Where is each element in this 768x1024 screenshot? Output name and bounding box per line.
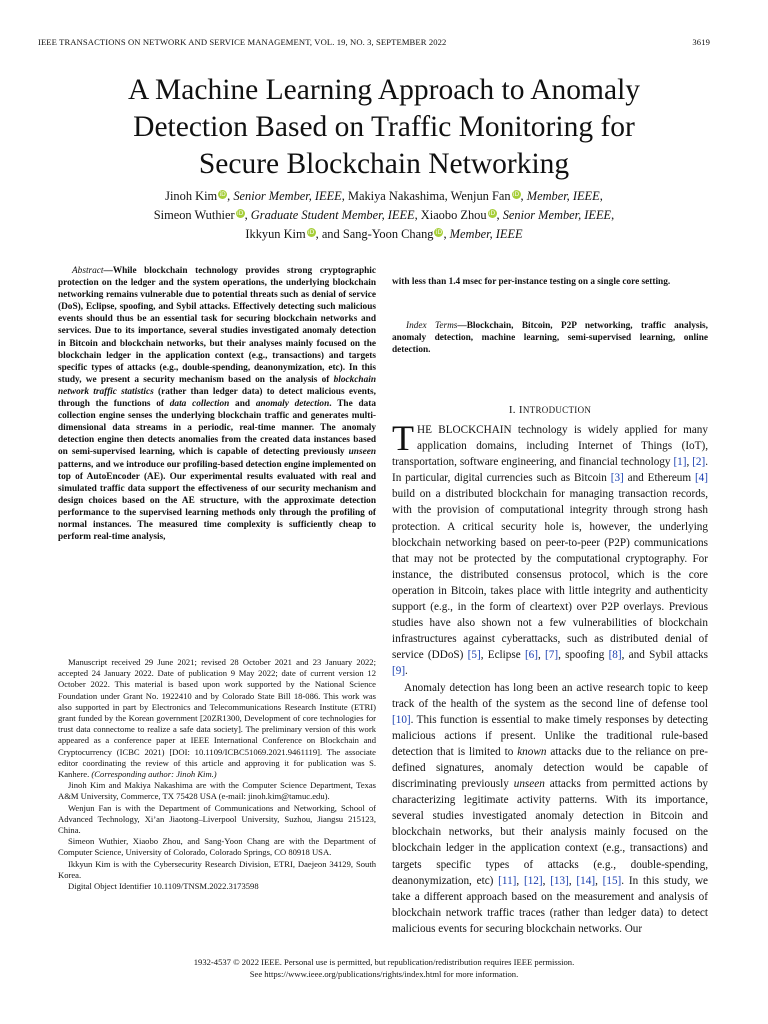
title-line-1: A Machine Learning Approach to Anomaly	[127, 74, 641, 106]
footnote-affiliation: Jinoh Kim and Makiya Nakashima are with the Computer Science Department, Texas A&M University, Commerce, TX 75428 USA (e-mail: jinoh.kim@tamuc.edu).	[58, 780, 376, 802]
section-title-cap: I	[518, 404, 523, 416]
author-name: Wenjun Fan	[450, 189, 511, 203]
index-terms-dash: —	[457, 321, 467, 331]
footnote-affiliation: Simeon Wuthier, Xiaobo Zhou, and Sang-Yoon Chang are with the Department of Computer Science, University of Colorado, Colorado Springs, CO 80918 USA.	[58, 836, 376, 858]
abstract-text: While blockchain technology provides strong cryptographic protection on the ledger and the system operations, the underlying blockchain networking remains vulnerable due to potential threats such as denial of service (DoS), Eclipse, spoofing, and Sybil attacks. Effectively detecting such malicious events should thus be an essential task for securing blockchain networks and services. Due to its importance, several studies investigated anomaly detection in Bitcoin and blockchain networks, but their analyses mainly focused on the blockchain ledger in the application context (e.g., transactions) and targets specific types of attacks (e.g., double-spending, deanonymization, etc). In this study, we present a security mechanism based on the analysis of	[58, 266, 376, 385]
paragraph: THE BLOCKCHAIN technology is widely applied for many application domains, including Internet of Things (IoT), transportation, software engineering, and financial technology [1], [2]. In particular, digital currencies such as Bitcoin [3] and Ethereum [4] build on a distributed blockchain for managing transaction records, with the provision of computational integrity through strong hash protection. A critical security hole is, however, the underlying blockchain networking based on peer-to-peer (P2P) communications that may not be protected by the computational cryptography. For instance, the distributed consensus protocol, which is the core operation in Bitcoin, takes place with little integrity and authenticity support (e.g., in the form of cleartext) over P2P overlays. Previous studies have also shown not a few vulnerabilities of blockchain infrastructures against cyberattacks, such as distributed denial of service (DDoS) [5], Eclipse [6], [7], spoofing [8], and Sybil attacks [9].	[392, 418, 709, 678]
drop-cap: T	[392, 418, 414, 458]
abstract-text: patterns, and we introduce our profiling-based detection engine implemented on top of AutoEncoder (AE). Our experimental results evaluated with real and simulated traffic data support the effectiveness of our security mechanism and design choices based on the AE structure, with the approximate detection performance to the supervised learning methods only through the profiling of normal instances. The measured time complexity is sufficiently cheap to perform real-time analysis,	[58, 459, 376, 543]
author-role: Member, IEEE	[449, 227, 523, 241]
author-name: Simeon Wuthier	[153, 208, 235, 222]
citation-link[interactable]: [3]	[610, 472, 624, 485]
footnote-affiliation: Wenjun Fan is with the Department of Communications and Networking, School of Advanced Technology, Xi’an Jiaotong–Liverpool University, Suzhou, Jiangsu 215123, China.	[58, 802, 376, 836]
copyright-line: 1932-4537 © 2022 IEEE. Personal use is permitted, but republication/redistribution requires IEEE permission.	[193, 957, 575, 967]
author-list: Jinoh Kim iD, Senior Member, IEEE, Makiya Nakashima, Wenjun Fan iD, Member, IEEE, Simeon Wuthier iD, Graduate Student Member, IEEE, Xiaobo Zhou iD, Senior Member, IEEE, Ikkyun Kim iD, and Sang-Yoon Chang iD, Member, IEEE	[153, 189, 615, 241]
citation-link[interactable]: [15]	[602, 874, 622, 887]
text-run: , Eclipse	[480, 649, 521, 662]
orcid-icon[interactable]: iD	[488, 210, 496, 217]
orcid-icon[interactable]: iD	[219, 191, 226, 198]
author-name: Sang-Yoon Chang	[342, 227, 434, 241]
index-terms	[392, 320, 708, 356]
footnote-text: Manuscript received 29 June 2021; revised 28 October 2021 and 23 January 2022; accepted 24 January 2022. Date of publication 9 May 2022; date of current version 12 October 2022. This material is based upon work supported by the National Science Foundation under Grant No. 1922410 and by Colorado State Bill 18-086. This work was also supported in part by Electronics and Telecommunications Research Institute (ETRI) grant funded by the Korean government [20ZR1300, Development of core technologies for trust data connectome to realize a safe data society]. The preliminary version of this work appeared as a conference paper at IEEE International Conference on Blockchain and Cryptocurrency (ICBC 2021) [DOI: 10.1109/ICBC51069.2021.9461119]. The associate editor coordinating the review of this article and approving it for publication was S. Kanhere.	[58, 657, 376, 780]
text-run: . In particular, digital currencies such as Bitcoin	[392, 456, 709, 485]
title-line-3: Secure Blockchain Networking	[198, 148, 570, 180]
orcid-icon[interactable]: iD	[307, 229, 315, 236]
citation-link[interactable]: [11]	[498, 874, 517, 887]
text-run: , spoofing	[558, 649, 605, 662]
abstract-text: . The data collection engine senses the underlying blockchain traffic and generates multi-dimensional data streams in a periodic, real-time manner. The anomaly detection engine then detects anomalies from the created data instances based on semi-supervised learning, which is capable of detecting previously	[58, 399, 377, 458]
abstract-emphasis: anomaly detection	[255, 399, 330, 410]
text-run: HE BLOCKCHAIN technology is widely applied for many application domains, including Internet of Things (IoT), transportation, software engineering, and financial technology	[392, 424, 708, 469]
corresponding-author: (Corresponding author: Jinoh Kim.)	[91, 769, 217, 780]
abstract-emphasis: data collection	[169, 399, 230, 410]
orcid-icon[interactable]: iD	[236, 210, 244, 217]
section-title-rest: NTRODUCTION	[522, 405, 592, 415]
paper-title	[38, 72, 730, 183]
abstract-dash: —	[103, 266, 113, 276]
citation-link[interactable]: [10]	[392, 713, 411, 726]
citation-link[interactable]: [8]	[608, 649, 622, 662]
citation-link[interactable]: [9]	[392, 665, 406, 678]
index-terms-label: Index Terms	[406, 321, 458, 331]
citation-link[interactable]: [1]	[673, 456, 687, 469]
citation-link[interactable]: [13]	[550, 874, 569, 887]
paragraph: Anomaly detection has long been an active research topic to keep track of the health of the system as the second line of defense tool [10]. This function is essential to make timely responses by detecting malicious actions if present. Unlike the traditional rule-based detection that is limited to known attacks due to the reliance on pre-defined signatures, anomaly detection would be capable of discriminating previously unseen attacks from permitted actions by characterizing legitimate activity patterns. With its importance, several studies investigated anomaly detection in Bitcoin and blockchain networks, but their analysis mainly focused on the blockchain ledger in the application context (e.g., transactions) and targets specific types of attacks (e.g., double-spending, deanonymization, etc) [11], [12], [13], [14], [15]. In this study, we take a different approach based on the measurement and analysis of blockchain network traffic traces (rather than ledger data) to detect malicious events for securing blockchain networks. Our	[392, 681, 709, 935]
author-conjunction: and	[321, 227, 340, 241]
running-head	[38, 37, 710, 49]
text-run: attacks from permitted actions by characterizing legitimate activity patterns. With its importance, several studies investigated anomaly detection in Bitcoin and blockchain networks, but their analysis mainly focused on the blockchain ledger in the application context (e.g., transactions) and targets specific types of attacks (e.g., double-spending, deanonymization, etc)	[392, 778, 709, 887]
author-name: Xiaobo Zhou	[420, 208, 487, 222]
doi: Digital Object Identifier 10.1109/TNSM.2022.3173598	[68, 881, 259, 892]
citation-link[interactable]: [6]	[524, 649, 538, 662]
author-name: Makiya Nakashima	[347, 189, 445, 203]
author-role: Member, IEEE	[526, 189, 600, 203]
citation-link[interactable]: [7]	[545, 649, 559, 662]
copyright-notice	[38, 957, 730, 980]
abstract-label: Abstract	[72, 266, 104, 276]
author-name: Ikkyun Kim	[245, 227, 306, 241]
author-name: Jinoh Kim	[165, 189, 218, 203]
citation-link[interactable]: [12]	[523, 874, 543, 887]
citation-link[interactable]: [2]	[692, 456, 706, 469]
author-role: Graduate Student Member, IEEE	[250, 208, 415, 222]
section-number: I.	[508, 404, 516, 416]
author-role: Senior Member, IEEE	[233, 189, 342, 203]
section-heading	[392, 404, 708, 416]
citation-link[interactable]: [5]	[467, 649, 481, 662]
abstract	[58, 265, 376, 543]
abstract-continuation: with less than 1.4 msec for per-instance testing on a single core setting.	[392, 277, 671, 287]
journal-header: IEEE TRANSACTIONS ON NETWORK AND SERVICE MANAGEMENT, VOL. 19, NO. 3, SEPTEMBER 2022	[38, 37, 447, 47]
title-line-2: Detection Based on Traffic Monitoring for	[133, 111, 635, 143]
rights-link[interactable]: See https://www.ieee.org/publications/rights/index.html for more information.	[249, 968, 519, 979]
orcid-icon[interactable]: iD	[435, 229, 443, 236]
abstract-emphasis: blockchain network traffic statistics	[58, 374, 376, 397]
index-terms-text: Blockchain, Bitcoin, P2P networking, traffic analysis, anomaly detection, machine learning, semi-supervised learning, online detection.	[392, 321, 708, 356]
footnote-affiliation: Ikkyun Kim is with the Cybersecurity Research Division, ETRI, Daejeon 34129, South Korea.	[58, 858, 376, 880]
text-run: Anomaly detection has long been an active research topic to keep track of the health of the system as the second line of defense tool	[392, 681, 708, 710]
text-run: and Ethereum	[627, 472, 692, 485]
page-number: 3619	[692, 37, 710, 47]
text-run: . This function is essential to make timely responses by detecting malicious actions if present. Unlike the traditional rule-based detection that is limited to	[392, 713, 708, 758]
citation-link[interactable]: [4]	[694, 472, 708, 485]
citation-link[interactable]: [14]	[576, 874, 596, 887]
text-run: attacks due to the reliance on pre-defined signatures, anomaly detection would be capable of discriminating previously	[392, 745, 709, 791]
introduction-body	[392, 418, 709, 937]
orcid-icon[interactable]: iD	[512, 191, 520, 198]
text-run: build on a distributed blockchain for managing transaction records, with the provision of computational integrity through strong hash protection. A critical security hole is, however, the underlying blockchain networking based on peer-to-peer (P2P) communications that may not be protected by the computational cryptography. For instance, the distributed consensus protocol, which is the core operation in Bitcoin, takes place with little integrity and authenticity support (e.g., in the form of cleartext) over P2P overlays. Previous studies have also shown not a few vulnerabilities of blockchain infrastructures against cyberattacks, such as distributed denial of service (DDoS)	[392, 488, 708, 662]
abstract-text: and	[235, 399, 251, 410]
text-run: . In this study, we take a different approach based on the measurement and analysis of blockchain network traffic traces (rather than ledger data) to detect malicious events for securing blockchain networks. Our	[392, 874, 709, 935]
emphasis: unseen	[513, 778, 545, 791]
abstract-emphasis: unseen	[348, 447, 376, 458]
emphasis: known	[517, 745, 547, 758]
text-run: , and Sybil attacks	[621, 649, 709, 662]
author-role: Senior Member, IEEE	[502, 208, 612, 222]
footnotes	[58, 657, 376, 892]
footnote-funding	[58, 657, 376, 780]
abstract-text: (rather than ledger data) to detect malicious events, through the functions of	[58, 386, 376, 410]
